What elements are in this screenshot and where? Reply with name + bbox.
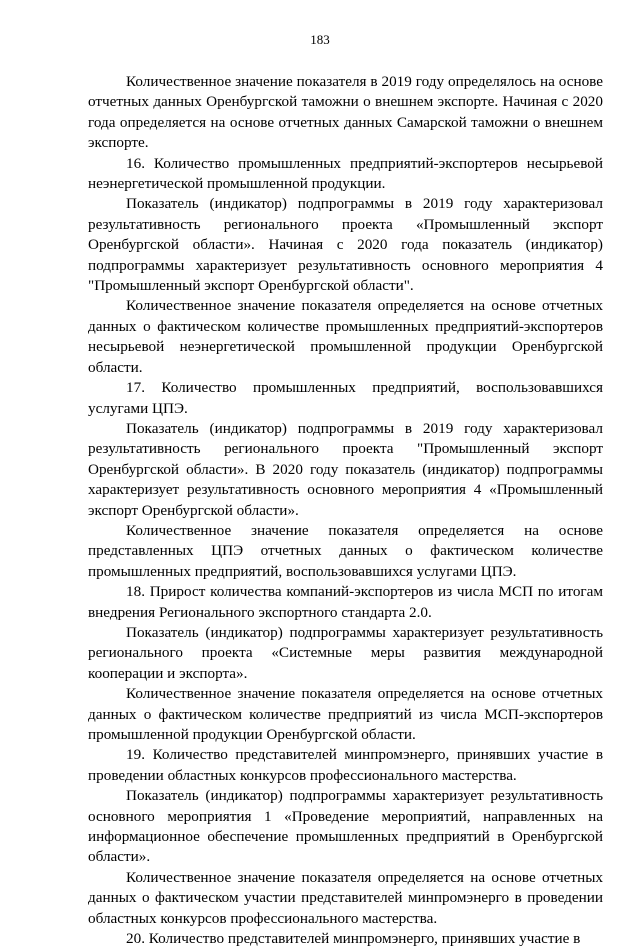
paragraph: Количественное значение показателя определяется на основе отчетных данных о фактическом участии представителей минпромэнерго в проведении областных конкурсов профессионального мастерства. — [88, 868, 603, 927]
paragraph: Показатель (индикатор) подпрограммы характеризует результативность регионального проекта «Системные меры развития международной кооперации и экспорта». — [88, 623, 603, 682]
paragraph: Показатель (индикатор) подпрограммы характеризует результативность основного мероприятия 1 «Проведение мероприятий, направленных на информационное обеспечение промышленных предприятий в Оренбургской области». — [88, 787, 603, 866]
paragraph: Количественное значение показателя определяется на основе представленных ЦПЭ отчетных данных о фактическом количестве промышленных предприятий, воспользовавшихся услугами ЦПЭ. — [88, 521, 603, 580]
paragraph: Показатель (индикатор) подпрограммы в 2019 году характеризовал результативность регионального проекта «Промышленный экспорт Оренбургской области». Начиная с 2020 года показатель (индикатор) подпрограммы характеризует результативность основного мероприятия 4 "Промышленный экспорт Оренбургской области". — [88, 195, 603, 295]
paragraph: Показатель (индикатор) подпрограммы в 2019 году характеризовал результативность регионального проекта "Промышленный экспорт Оренбургской области». В 2020 году показатель (индикатор) подпрограммы характеризует результативность основного мероприятия 4 «Промышленный экспорт Оренбургской области». — [88, 419, 603, 519]
paragraph: Количественное значение показателя определяется на основе отчетных данных о фактическом количестве предприятий из числа МСП-экспортеров промышленной продукции Оренбургской области. — [88, 685, 603, 743]
paragraph: 17. Количество промышленных предприятий, воспользовавшихся услугами ЦПЭ. — [88, 379, 603, 417]
paragraph: Количественное значение показателя определяется на основе отчетных данных о фактическом количестве промышленных предприятий-экспортеров несырьевой неэнергетической промышленной продукции Оренбургской области. — [88, 297, 603, 376]
paragraph: 19. Количество представителей минпромэнерго, принявших участие в проведении областных конкурсов профессионального мастерства. — [88, 746, 603, 784]
paragraph: Количественное значение показателя в 2019 году определялось на основе отчетных данных Оренбургской таможни о внешнем экспорте. Начиная с 2020 года определяется на основе отчетных данных Самарской таможни о внешнем экспорте. — [88, 73, 603, 152]
paragraph: 20. Количество представителей минпромэнерго, принявших участие в — [126, 930, 581, 948]
document-body — [88, 72, 603, 949]
paragraph: 16. Количество промышленных предприятий-экспортеров несырьевой неэнергетической промышленной продукции. — [88, 154, 603, 193]
paragraph: 18. Прирост количества компаний-экспортеров из числа МСП по итогам внедрения Регионального экспортного стандарта 2.0. — [88, 583, 603, 621]
page-number: 183 — [310, 32, 330, 47]
